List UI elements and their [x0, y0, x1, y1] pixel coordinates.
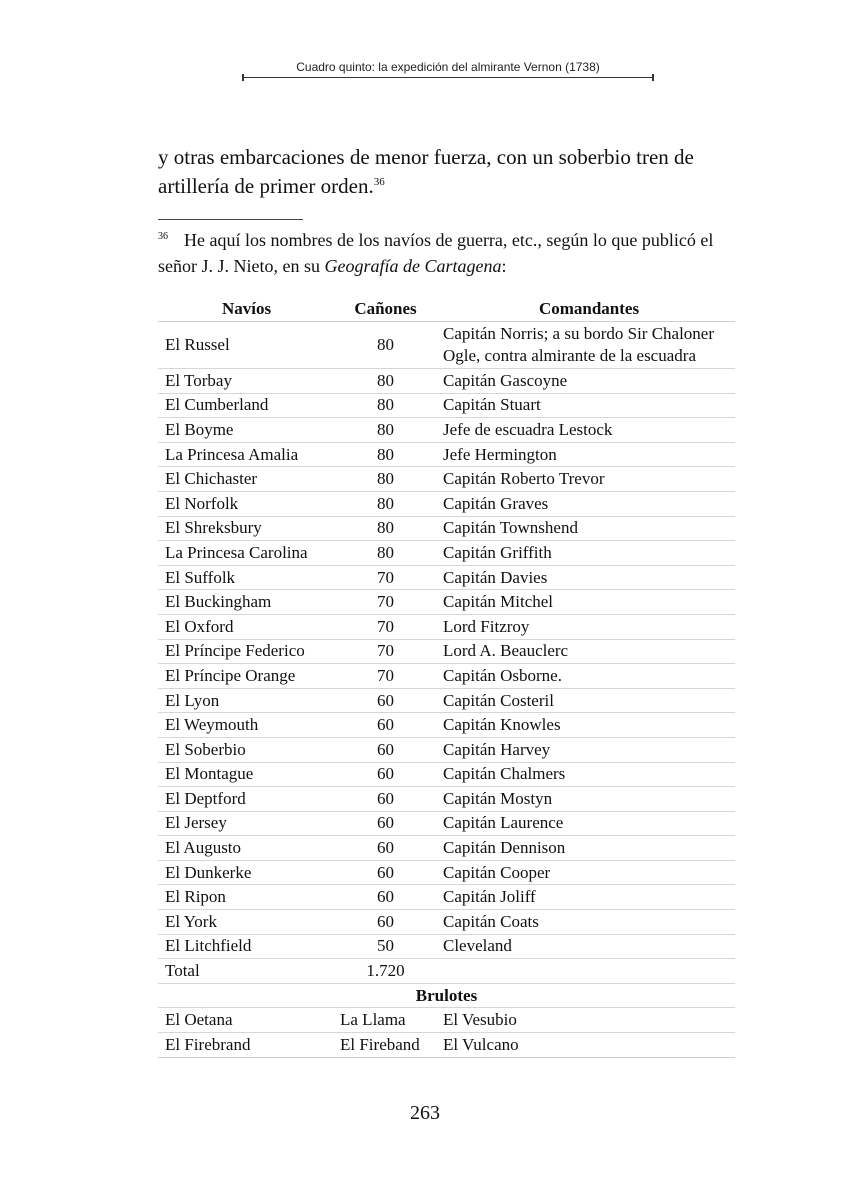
commander: Lord A. Beauclerc	[436, 639, 735, 664]
gun-count: 80	[335, 393, 436, 418]
table-body	[158, 322, 735, 1058]
table-row	[158, 737, 735, 762]
ship-name: El Chichaster	[158, 467, 335, 492]
gun-count: 60	[335, 885, 436, 910]
footnote-book-title: Geografía de Cartagena	[324, 256, 502, 276]
table-row	[158, 322, 735, 369]
commander: Capitán Dennison	[436, 836, 735, 861]
table-row	[158, 442, 735, 467]
ship-name: El Boyme	[158, 418, 335, 443]
ship-name: El Norfolk	[158, 491, 335, 516]
ship-name: El Lyon	[158, 688, 335, 713]
gun-count: 60	[335, 713, 436, 738]
table-row	[158, 860, 735, 885]
gun-count: 60	[335, 811, 436, 836]
brulote-name: El Vulcano	[436, 1033, 735, 1058]
commander: Jefe de escuadra Lestock	[436, 418, 735, 443]
table-row	[158, 565, 735, 590]
gun-count: 80	[335, 467, 436, 492]
commander: Cleveland	[436, 934, 735, 959]
ship-name: La Princesa Carolina	[158, 541, 335, 566]
brulote-name: El Vesubio	[436, 1008, 735, 1033]
table-row	[158, 639, 735, 664]
total-row	[158, 959, 735, 984]
commander: Capitán Roberto Trevor	[436, 467, 735, 492]
brulote-row	[158, 1033, 735, 1058]
column-header-ships: Navíos	[158, 297, 335, 322]
ship-name: El Cumberland	[158, 393, 335, 418]
total-label: Total	[158, 959, 335, 984]
commander: Capitán Joliff	[436, 885, 735, 910]
ship-name: El Ripon	[158, 885, 335, 910]
ship-name: El Jersey	[158, 811, 335, 836]
commander: Capitán Coats	[436, 910, 735, 935]
footnote-text-end: :	[501, 256, 507, 276]
commander: Jefe Hermington	[436, 442, 735, 467]
total-empty	[436, 959, 735, 984]
commander: Capitán Osborne.	[436, 664, 735, 689]
brulote-name: El Fireband	[335, 1033, 436, 1058]
gun-count: 80	[335, 516, 436, 541]
footnote-separator	[158, 219, 303, 220]
column-header-guns: Cañones	[335, 297, 436, 322]
brulote-name: La Llama	[335, 1008, 436, 1033]
table-row	[158, 836, 735, 861]
gun-count: 60	[335, 860, 436, 885]
ship-name: El Weymouth	[158, 713, 335, 738]
ship-name: El Augusto	[158, 836, 335, 861]
header-rule	[242, 77, 654, 78]
ship-name: El Dunkerke	[158, 860, 335, 885]
gun-count: 70	[335, 590, 436, 615]
running-head: Cuadro quinto: la expedición del almirante Vernon (1738)	[296, 60, 600, 74]
commander: Lord Fitzroy	[436, 614, 735, 639]
commander: Capitán Harvey	[436, 737, 735, 762]
brulote-name: El Oetana	[158, 1008, 335, 1033]
total-guns: 1.720	[335, 959, 436, 984]
commander: Capitán Costeril	[436, 688, 735, 713]
gun-count: 80	[335, 541, 436, 566]
commander: Capitán Mostyn	[436, 787, 735, 812]
table-row	[158, 910, 735, 935]
body-text: y otras embarcaciones de menor fuerza, con un soberbio tren de artillería de primer orden.	[158, 145, 694, 198]
fleet-table	[158, 297, 735, 1058]
gun-count: 80	[335, 369, 436, 394]
commander: Capitán Graves	[436, 491, 735, 516]
gun-count: 70	[335, 614, 436, 639]
table-row	[158, 491, 735, 516]
commander: Capitán Cooper	[436, 860, 735, 885]
commander: Capitán Townshend	[436, 516, 735, 541]
gun-count: 60	[335, 787, 436, 812]
brulote-name: El Firebrand	[158, 1033, 335, 1058]
ship-name: El Buckingham	[158, 590, 335, 615]
body-paragraph	[158, 143, 748, 201]
table-row	[158, 590, 735, 615]
table-row	[158, 541, 735, 566]
table-row	[158, 811, 735, 836]
gun-count: 80	[335, 322, 436, 369]
table-row	[158, 664, 735, 689]
table-row	[158, 934, 735, 959]
footnote	[158, 227, 743, 279]
gun-count: 50	[335, 934, 436, 959]
gun-count: 70	[335, 565, 436, 590]
commander: Capitán Gascoyne	[436, 369, 735, 394]
gun-count: 60	[335, 762, 436, 787]
gun-count: 70	[335, 639, 436, 664]
table-row	[158, 467, 735, 492]
commander-line-1: Capitán Norris; a su bordo Sir Chaloner	[443, 324, 715, 343]
ship-name: El Soberbio	[158, 737, 335, 762]
table-row	[158, 393, 735, 418]
table-row	[158, 885, 735, 910]
brulotes-heading-row	[158, 983, 735, 1008]
footnote-reference[interactable]: 36	[373, 176, 385, 188]
table-row	[158, 418, 735, 443]
ship-name: El Russel	[158, 322, 335, 369]
ship-name: El Suffolk	[158, 565, 335, 590]
ship-name: El York	[158, 910, 335, 935]
header-rule-right-tick	[652, 74, 654, 81]
commander: Capitán Mitchel	[436, 590, 735, 615]
brulotes-heading: Brulotes	[158, 983, 735, 1008]
ship-name: El Deptford	[158, 787, 335, 812]
ship-name: El Litchfield	[158, 934, 335, 959]
ship-name: El Montague	[158, 762, 335, 787]
commander: Capitán Chalmers	[436, 762, 735, 787]
ship-name: El Príncipe Orange	[158, 664, 335, 689]
commander	[436, 322, 735, 369]
commander: Capitán Knowles	[436, 713, 735, 738]
table-row	[158, 369, 735, 394]
commander: Capitán Stuart	[436, 393, 735, 418]
gun-count: 60	[335, 910, 436, 935]
commander: Capitán Laurence	[436, 811, 735, 836]
commander: Capitán Griffith	[436, 541, 735, 566]
gun-count: 80	[335, 491, 436, 516]
gun-count: 80	[335, 418, 436, 443]
table-header-row	[158, 297, 735, 322]
ship-name: El Shreksbury	[158, 516, 335, 541]
header-rule-left-tick	[242, 74, 244, 81]
table-row	[158, 614, 735, 639]
gun-count: 60	[335, 688, 436, 713]
ship-name: La Princesa Amalia	[158, 442, 335, 467]
column-header-commanders: Comandantes	[436, 297, 735, 322]
gun-count: 60	[335, 836, 436, 861]
gun-count: 60	[335, 737, 436, 762]
gun-count: 80	[335, 442, 436, 467]
table-row	[158, 516, 735, 541]
gun-count: 70	[335, 664, 436, 689]
ship-name: El Príncipe Federico	[158, 639, 335, 664]
brulote-row	[158, 1008, 735, 1033]
footnote-number: 36	[158, 231, 168, 242]
footnote-text: He aquí los nombres de los navíos de guerra, etc., según lo que publicó el señor J. J. Nieto, en su	[158, 230, 714, 276]
table-row	[158, 787, 735, 812]
table-row	[158, 713, 735, 738]
table-row	[158, 762, 735, 787]
ship-name: El Torbay	[158, 369, 335, 394]
table-row	[158, 688, 735, 713]
commander: Capitán Davies	[436, 565, 735, 590]
commander-line-2: Ogle, contra almirante de la escuadra	[443, 346, 696, 365]
ship-name: El Oxford	[158, 614, 335, 639]
page-number: 263	[410, 1102, 440, 1124]
